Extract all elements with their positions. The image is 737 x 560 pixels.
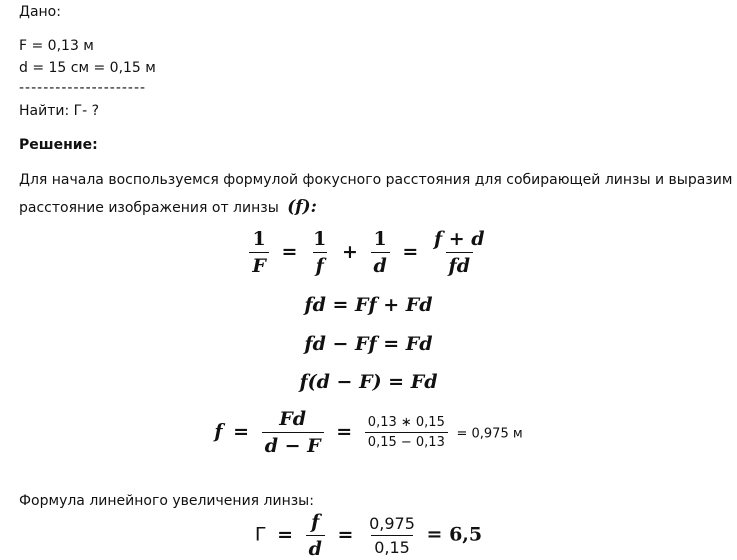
eq6-den-2: 0,15 xyxy=(371,535,413,557)
intro-text-line-1: Для начала воспользуемся формулой фокусного расстояния для собирающей линзы и выразим xyxy=(19,172,733,188)
equation-2 xyxy=(0,294,737,316)
given-focal-length: F = 0,13 м xyxy=(19,38,94,54)
eq1-equals: = xyxy=(281,240,298,263)
intro-text-line-2 xyxy=(19,197,317,217)
eq6-num-2: 0,975 xyxy=(369,514,415,533)
eq5-num-2: 0,13 ∗ 0,15 xyxy=(367,415,445,430)
eq1-den-f: f xyxy=(313,252,327,277)
find-line: Найти: Г- ? xyxy=(19,103,100,119)
eq5-lhs: f xyxy=(214,420,223,443)
eq4-text: f(d − F) = Fd xyxy=(299,371,438,393)
eq5-num-1: Fd xyxy=(279,408,307,430)
equation-lens-formula xyxy=(0,228,737,277)
given-heading: Дано: xyxy=(19,4,61,20)
intro-text: расстояние изображения от линзы xyxy=(19,200,279,216)
solution-heading: Решение: xyxy=(19,137,98,153)
equation-3 xyxy=(0,333,737,355)
eq1-plus: + xyxy=(341,240,358,263)
intro-variable: (f): xyxy=(287,197,317,217)
eq5-result: = 0,975 м xyxy=(456,426,523,442)
eq6-equals-2: = xyxy=(337,523,354,546)
given-distance: d = 15 см = 0,15 м xyxy=(19,60,156,76)
eq1-equals-2: = xyxy=(402,240,419,263)
eq6-equals: = xyxy=(277,523,293,546)
eq6-den-1: d xyxy=(306,535,325,560)
eq1-den-d: d xyxy=(371,252,390,277)
eq2-text: fd = Ff + Fd xyxy=(304,294,433,316)
eq6-result: = 6,5 xyxy=(426,523,483,546)
eq1-num-3: 1 xyxy=(373,228,387,250)
eq1-num-sum: f + d xyxy=(433,228,485,250)
eq1-den-product: fd xyxy=(446,252,473,277)
equation-6 xyxy=(0,511,737,560)
eq6-lhs: Г xyxy=(254,523,267,546)
equation-5 xyxy=(0,408,737,457)
magnification-label: Формула линейного увеличения линзы: xyxy=(19,493,314,509)
eq1-num-2: 1 xyxy=(313,228,327,250)
eq5-equals-2: = xyxy=(336,420,353,443)
eq5-den-2: 0,15 − 0,13 xyxy=(365,432,448,450)
separator: --------------------- xyxy=(19,80,147,96)
eq1-den-F: F xyxy=(249,252,269,277)
eq3-text: fd − Ff = Fd xyxy=(304,333,433,355)
eq5-equals: = xyxy=(233,420,250,443)
eq1-num-1: 1 xyxy=(252,228,266,250)
eq5-den-1: d − F xyxy=(262,432,324,457)
equation-4 xyxy=(0,371,737,393)
eq6-num-1: f xyxy=(311,511,320,533)
